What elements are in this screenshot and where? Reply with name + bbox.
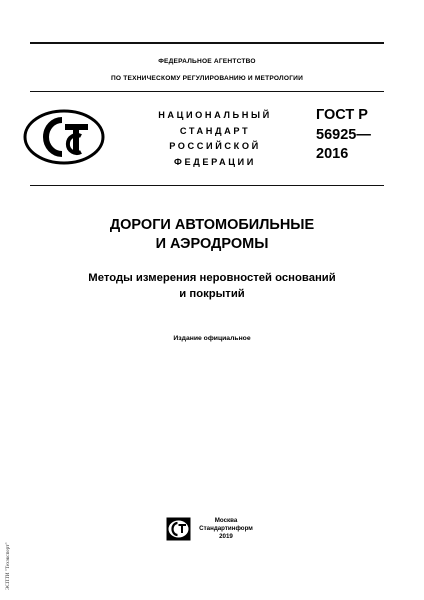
bottom-rule — [30, 185, 384, 186]
national-line: ФЕДЕРАЦИИ — [174, 156, 256, 167]
standard-code — [316, 106, 371, 165]
agency-line-2: ПО ТЕХНИЧЕСКОМУ РЕГУЛИРОВАНИЮ И МЕТРОЛОГИИ — [110, 75, 304, 82]
code-line: 2016 — [316, 146, 349, 162]
publisher-info — [196, 517, 256, 541]
publisher-name: Стандартинформ — [199, 525, 253, 532]
publisher-city: Москва — [214, 517, 238, 524]
national-line: НАЦИОНАЛЬНЫЙ — [158, 110, 272, 120]
subtitle-line: и покрытий — [179, 288, 245, 300]
document-title — [30, 216, 394, 254]
national-line: СТАНДАРТ — [179, 125, 251, 136]
side-watermark-text: ЭСПТИ "Техэксперт" — [5, 542, 11, 590]
publisher-logo-icon — [166, 517, 191, 541]
top-rule — [30, 42, 384, 44]
publisher-year: 2019 — [219, 533, 233, 540]
document-subtitle — [30, 270, 394, 302]
code-line: ГОСТ Р — [316, 107, 368, 123]
title-line: ДОРОГИ АВТОМОБИЛЬНЫЕ — [109, 217, 315, 233]
code-line: 56925— — [316, 126, 371, 143]
subtitle-line: Методы измерения неровностей оснований — [88, 272, 336, 284]
national-line: РОССИЙСКОЙ — [169, 141, 261, 151]
edition-label: Издание официальное — [173, 335, 251, 342]
middle-rule — [30, 91, 384, 92]
title-line: И АЭРОДРОМЫ — [155, 236, 269, 252]
agency-line-1: ФЕДЕРАЛЬНОЕ АГЕНТСТВО — [158, 58, 256, 65]
national-standard-label — [140, 108, 290, 170]
rst-certification-logo-icon — [22, 108, 106, 166]
